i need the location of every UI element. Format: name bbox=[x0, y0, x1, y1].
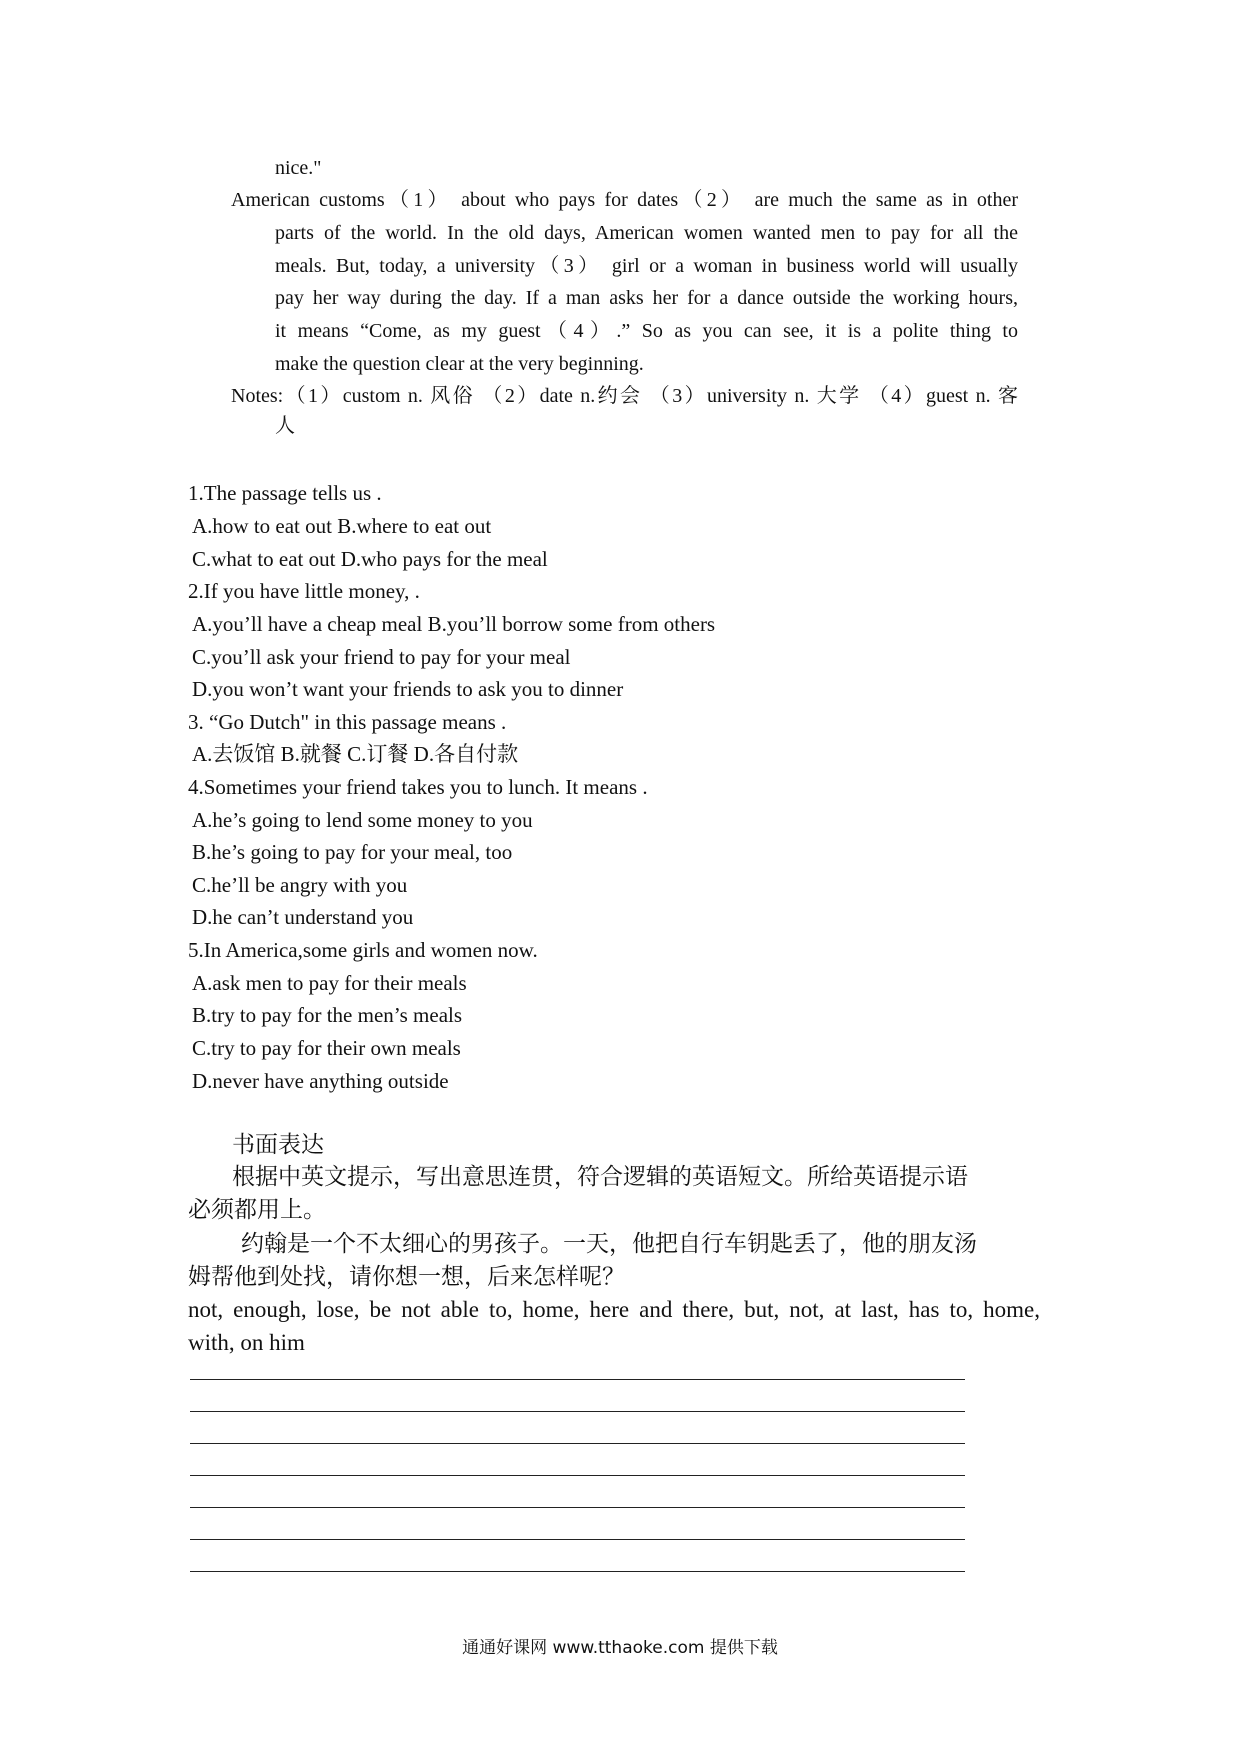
passage-line: pay her way during the day. If a man asks her for a dance outside the working hours, bbox=[275, 287, 1018, 309]
question-stem: 5.In America,some girls and women now. bbox=[188, 938, 538, 962]
writing-instruction: 根据中英文提示，写出意思连贯，符合逻辑的英语短文。所给英语提示语 bbox=[232, 1164, 968, 1190]
question-options: A.ask men to pay for their meals bbox=[192, 971, 467, 995]
question-options: A.you’ll have a cheap meal B.you’ll borrow some from others bbox=[192, 612, 716, 636]
passage-line: parts of the world. In the old days, American women wanted men to pay for all the bbox=[275, 222, 1018, 244]
answer-line[interactable] bbox=[190, 1571, 965, 1572]
writing-hints: with, on him bbox=[188, 1330, 305, 1355]
section-heading: 书面表达 bbox=[232, 1132, 324, 1158]
notes-line: Notes:（1）custom n. 风俗 （2）date n.约会 （3）university n. 大学 （4）guest n. 客 bbox=[231, 385, 1018, 407]
question-stem: 1.The passage tells us . bbox=[188, 481, 382, 505]
question-options: D.never have anything outside bbox=[192, 1069, 449, 1093]
question-options: C.he’ll be angry with you bbox=[192, 873, 408, 897]
question-options: C.try to pay for their own meals bbox=[192, 1036, 461, 1060]
passage-line: it means “Come, as my guest（4）.” So as you can see, it is a polite thing to bbox=[275, 320, 1018, 342]
passage-line: make the question clear at the very beginning. bbox=[275, 353, 644, 375]
question-options: A.去饭馆 B.就餐 C.订餐 D.各自付款 bbox=[192, 742, 519, 766]
question-options: B.he’s going to pay for your meal, too bbox=[192, 840, 513, 864]
question-options: C.you’ll ask your friend to pay for your meal bbox=[192, 645, 571, 669]
passage-line: meals. But, today, a university（3） girl or a woman in business world will usually bbox=[275, 255, 1018, 277]
question-options: D.he can’t understand you bbox=[192, 905, 414, 929]
question-options: A.how to eat out B.where to eat out bbox=[192, 514, 492, 538]
answer-line[interactable] bbox=[190, 1443, 965, 1444]
question-stem: 4.Sometimes your friend takes you to lunch. It means . bbox=[188, 775, 648, 799]
page-footer: 通通好课网 www.tthaoke.com 提供下载 bbox=[462, 1638, 778, 1658]
passage-line: nice." bbox=[275, 157, 322, 179]
question-options: D.you won’t want your friends to ask you to dinner bbox=[192, 677, 624, 701]
notes-line: 人 bbox=[275, 415, 295, 437]
passage-line: American customs（1） about who pays for dates（2） are much the same as in other bbox=[231, 189, 1018, 211]
question-options: A.he’s going to lend some money to you bbox=[192, 808, 533, 832]
question-options: C.what to eat out D.who pays for the meal bbox=[192, 547, 548, 571]
writing-hints: not, enough, lose, be not able to, home, here and there, but, not, at last, has to, home, bbox=[188, 1297, 1040, 1322]
answer-line[interactable] bbox=[190, 1507, 965, 1508]
question-stem: 3. “Go Dutch" in this passage means . bbox=[188, 710, 507, 734]
question-stem: 2.If you have little money, . bbox=[188, 579, 420, 603]
answer-line[interactable] bbox=[190, 1379, 965, 1380]
answer-line[interactable] bbox=[190, 1475, 965, 1476]
question-options: B.try to pay for the men’s meals bbox=[192, 1003, 463, 1027]
writing-instruction: 必须都用上。 bbox=[188, 1197, 326, 1223]
answer-line[interactable] bbox=[190, 1411, 965, 1412]
writing-story: 姆帮他到处找，请你想一想，后来怎样呢？ bbox=[188, 1264, 625, 1290]
writing-story: 约翰是一个不太细心的男孩子。一天，他把自行车钥匙丢了，他的朋友汤 bbox=[241, 1231, 977, 1257]
answer-line[interactable] bbox=[190, 1539, 965, 1540]
